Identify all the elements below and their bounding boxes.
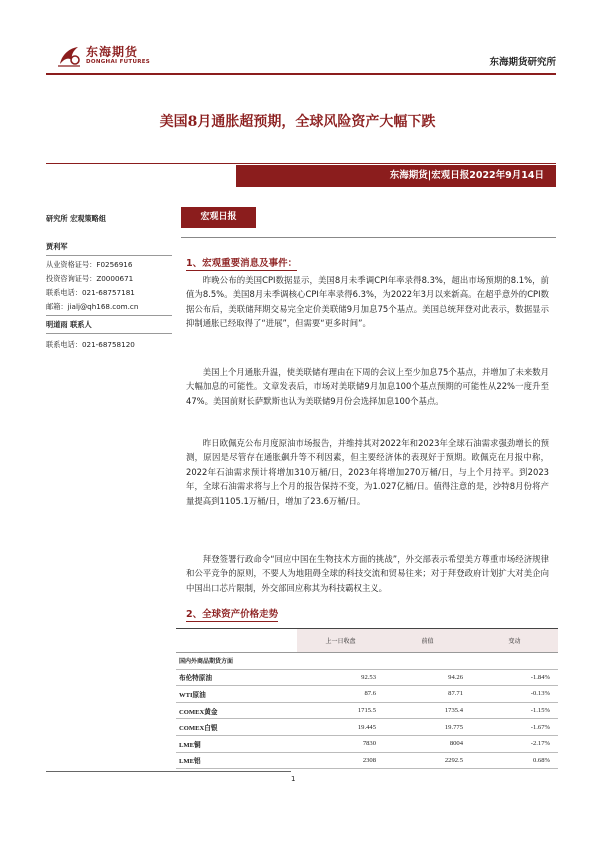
table-cell-close: 7830 xyxy=(297,735,384,752)
table-cell-change: -1.15% xyxy=(471,702,558,719)
table-cell-name: LME铝 xyxy=(176,752,297,769)
analyst-name: 贾利军 xyxy=(46,242,172,256)
table-cell-change: -1.84% xyxy=(471,669,558,686)
paragraph-opec: 昨日欧佩克公布月度原油市场报告，并维持其对2022年和2023年全球石油需求强劲增长的预测，原因是尽管存在通胀飙升等不利因素，但主要经济体的表现好于预期。欧佩克在月报中称，2022年石油需求预计将增加310万桶/日，2023年将增加270万桶/日，与上个月持平。到2023年，全球石油需求将与上个月的报告保持不变，为1.027亿桶/日。值得注意的是，沙特8月份将产量提高到1105.1万桶/日，增加了23.6万桶/日。 xyxy=(186,438,549,506)
section-heading-prices-text: 2、全球资产价格走势 xyxy=(186,609,279,620)
section-heading-news xyxy=(186,255,297,269)
donghai-logo-icon xyxy=(56,44,82,68)
report-banner: 东海期货|宏观日报2022年9月14日 xyxy=(236,165,556,187)
paragraph-biden: 拜登签署行政命令“回应中国在生物技术方面的挑战”，外交部表示希望美方尊重市场经济规律和公平竞争的原则，不要人为地阻碍全球的科技交流和贸易往来；对于拜登政府计划扩大对美企向中国出口芯片限制，外交部回应称其为科技霸权主义。 xyxy=(186,554,549,593)
table-cell-change: -0.13% xyxy=(471,686,558,703)
footer-rule xyxy=(46,771,291,772)
paragraph-fed: 美国上个月通胀升温，使美联储有理由在下周的会议上至少加息75个基点，并增加了未来数月大幅加息的可能性。文章发表后，市场对美联储9月加息100个基点预期的可能性从22%一度升至47%。美国前财长萨默斯也认为美联储9月份会选择加息100个基点。 xyxy=(186,367,549,406)
table-cell-prev: 8004 xyxy=(384,735,471,752)
table-category-label: 国内外商品期货方面 xyxy=(176,653,558,670)
page-header xyxy=(46,40,556,72)
table-row xyxy=(176,669,558,686)
table-cell-close: 92.53 xyxy=(297,669,384,686)
table-cell-name: 布伦特原油 xyxy=(176,669,297,686)
table-row xyxy=(176,735,558,752)
table-cell-change: -1.67% xyxy=(471,719,558,736)
table-cell-close: 2308 xyxy=(297,752,384,769)
table-cell-prev: 94.26 xyxy=(384,669,471,686)
table-cell-prev: 1735.4 xyxy=(384,702,471,719)
analyst-phone: 联系电话：021-68757181 xyxy=(46,288,135,297)
analyst-license: 从业资格证号：F0256916 xyxy=(46,260,133,269)
news-paragraph xyxy=(186,552,549,595)
report-type-tag: 宏观日报 xyxy=(181,207,256,228)
table-cell-name: COMEX黄金 xyxy=(176,702,297,719)
news-paragraph xyxy=(186,273,549,331)
table-cell-change: -2.17% xyxy=(471,735,558,752)
table-cell-name: LME铜 xyxy=(176,735,297,752)
section-heading-prices xyxy=(186,606,278,620)
analyst-email[interactable]: 邮箱：jialj@qh168.com.cn xyxy=(46,302,139,311)
banner-rule xyxy=(46,163,556,164)
department-label: 研究所 宏观策略组 xyxy=(46,214,107,223)
paragraph-cpi: 昨晚公布的美国CPI数据显示，美国8月未季调CPI年率录得8.3%，超出市场预期的8.1%，前值为8.5%。美国8月未季调核心CPI年率录得6.3%，为2022年3月以来新高。在超乎意外的CPI数据公布后，美联储拜期交易完全定价美联储9月加息75个基点。美国总统拜登对此表示，数据显示抑制通胀已经取得了“进展”，但需要“更多时间”。 xyxy=(186,275,549,329)
table-cell-prev: 87.71 xyxy=(384,686,471,703)
table-cell-prev: 2292.5 xyxy=(384,752,471,769)
logo-text-en: DONGHAI FUTURES xyxy=(86,59,151,65)
analyst-consult-license: 投资咨询证号：Z0000671 xyxy=(46,274,134,283)
table-cell-close: 87.6 xyxy=(297,686,384,703)
table-header-row xyxy=(176,629,558,653)
report-title: 美国8月通胀超预期，全球风险资产大幅下跌 xyxy=(159,114,436,130)
table-row xyxy=(176,686,558,703)
table-cell-close: 19.445 xyxy=(297,719,384,736)
table-cell-name: WTI原油 xyxy=(176,686,297,703)
news-paragraph xyxy=(186,365,549,408)
table-cell-prev: 19.775 xyxy=(384,719,471,736)
table-cell-close: 1715.5 xyxy=(297,702,384,719)
table-header-close: 上一日收盘 xyxy=(297,629,384,653)
table-row xyxy=(176,719,558,736)
logo-text-cn: 东海期货 xyxy=(86,45,139,59)
table-cell-name: COMEX白银 xyxy=(176,719,297,736)
contact-name: 明道雨 联系人 xyxy=(46,315,172,334)
table-row xyxy=(176,752,558,769)
table-category-row xyxy=(176,653,558,670)
asset-price-table xyxy=(176,628,558,769)
header-rule xyxy=(46,73,556,75)
section-heading-news-text: 1、宏观重要消息及事件： xyxy=(186,258,298,269)
table-header-change: 变动 xyxy=(471,629,558,653)
table-header-blank xyxy=(176,629,297,653)
contact-phone: 联系电话：021-68758120 xyxy=(46,340,135,349)
table-header-prev: 前值 xyxy=(384,629,471,653)
institute-name: 东海期货研究所 xyxy=(489,57,556,68)
analyst-sidebar xyxy=(46,214,172,350)
page-number: 1 xyxy=(291,775,296,783)
news-paragraph xyxy=(186,436,549,508)
tag-rule xyxy=(181,237,556,238)
table-row xyxy=(176,702,558,719)
table-cell-change: 0.68% xyxy=(471,752,558,769)
